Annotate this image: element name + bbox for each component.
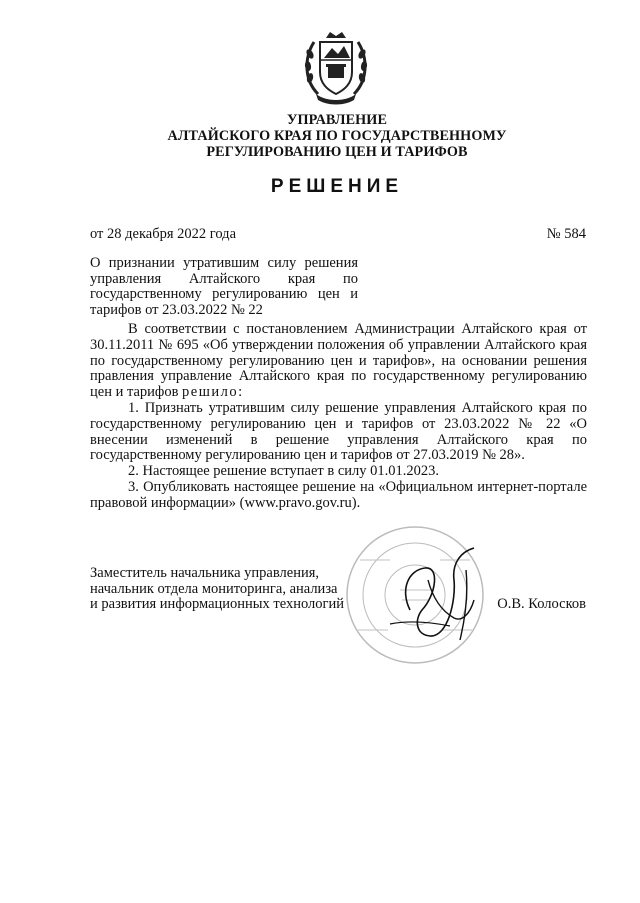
- signer-position-line-2: начальник отдела мониторинга, анализа: [90, 580, 338, 597]
- decided-colon: :: [238, 384, 243, 401]
- signer-name: О.В. Колосков: [497, 596, 586, 612]
- handwritten-signature: [370, 540, 500, 650]
- agency-name: [90, 112, 584, 160]
- signer-position-line-1: Заместитель начальника управления,: [90, 565, 320, 581]
- document-body: [90, 322, 587, 512]
- document-title: РЕШЕНИЕ: [270, 176, 404, 197]
- document-number: № 584: [546, 226, 586, 242]
- agency-line-3: РЕГУЛИРОВАНИЮ ЦЕН И ТАРИФОВ: [206, 144, 468, 160]
- agency-line-1: УПРАВЛЕНИЕ: [286, 112, 388, 128]
- document-date: от 28 декабря 2022 года: [90, 226, 236, 242]
- item-1: 1. Признать утратившим силу решение управления Алтайского края по государственному регулированию цен и тарифов от 23.03.2022 № 22 «О внесении изменений в решение управления Алтайского края по государственному регулированию цен и тарифов от 27.03.2019 № 28».: [90, 399, 587, 464]
- decided-word: решило: [182, 384, 239, 401]
- coat-of-arms-icon: [300, 28, 372, 108]
- signer-position: [90, 566, 370, 613]
- preamble-text: В соответствии с постановлением Администрации Алтайского края от 30.11.2011 № 695 «Об утверждении положения об управлении Алтайского края по государственному регулированию цен и тарифов», на основании решения правления управление Алтайского края по государственному регулированию цен и тарифов: [90, 321, 587, 401]
- item-2: 2. Настоящее решение вступает в силу 01.01.2023.: [128, 463, 439, 480]
- agency-line-2: АЛТАЙСКОГО КРАЯ ПО ГОСУДАРСТВЕННОМУ: [167, 128, 507, 144]
- item-3: 3. Опубликовать настоящее решение на «Официальном интернет-портале правовой информации» (www.pravo.gov.ru).: [90, 478, 587, 511]
- document-subject: О признании утратившим силу решения управления Алтайского края по государственному регулированию цен и тарифов от 23.03.2022 № 22: [90, 255, 358, 318]
- signer-position-line-3: и развития информационных технологий: [90, 596, 345, 612]
- preamble-paragraph: [90, 322, 587, 401]
